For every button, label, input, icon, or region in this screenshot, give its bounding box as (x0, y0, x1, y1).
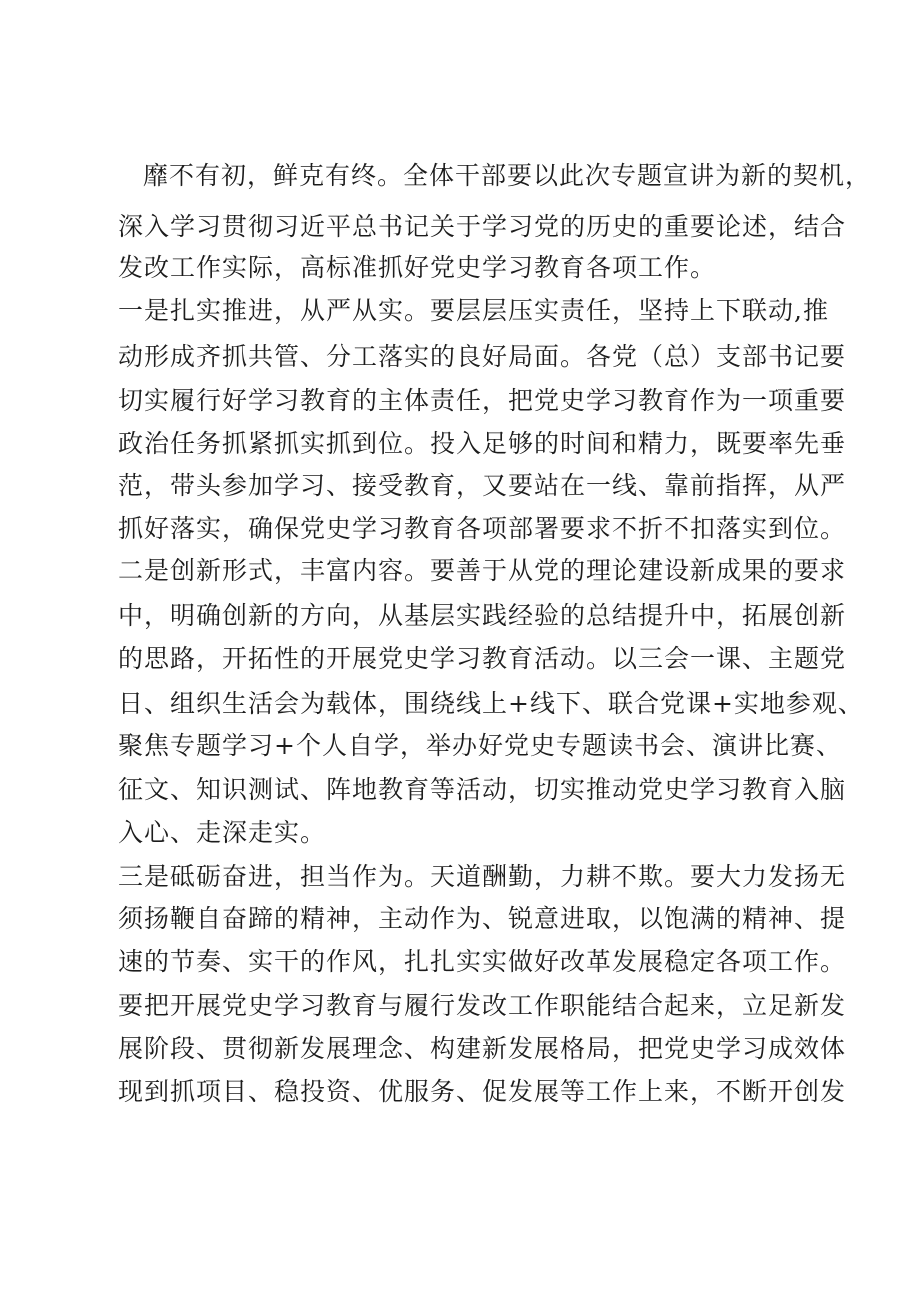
text-line: 现到抓项目、稳投资、优服务、促发展等工作上来，不断开创发 (118, 1077, 847, 1106)
text-line: 展阶段、贯彻新发展理念、构建新发展格局，把党史学习成效体 (118, 1034, 847, 1063)
text-line: 切实履行好学习教育的主体责任，把党史学习教育作为一项重要 (118, 386, 847, 415)
text-line: 抓好落实，确保党史学习教育各项部署要求不折不扣落实到位。 (118, 514, 847, 543)
text-line: 中，明确创新的方向，从基层实践经验的总结提升中，拓展创新 (118, 601, 847, 630)
text-line: 征文、知识测试、阵地教育等活动，切实推动党史学习教育入脑 (118, 775, 847, 804)
text-line: 聚焦专题学习+个人自学，举办好党史专题读书会、演讲比赛、 (118, 731, 842, 760)
text-line: 二是创新形式，丰富内容。要善于从党的理论建设新成果的要求 (118, 556, 847, 585)
text-line: 的思路，开拓性的开展党史学习教育活动。以三会一课、主题党 (118, 644, 847, 673)
text-line: 深入学习贯彻习近平总书记关于学习党的历史的重要论述，结合 (118, 212, 847, 241)
text-line: 范，带头参加学习、接受教育，又要站在一线、靠前指挥，从严 (118, 471, 847, 500)
text-line: 日、组织生活会为载体，围绕线上+线下、联合党课+实地参观、 (118, 689, 864, 718)
text-line: 须扬鞭自奋蹄的精神，主动作为、锐意进取，以饱满的精神、提 (118, 904, 847, 933)
text-line: 靡不有初，鲜克有终。全体干部要以此次专题宣讲为新的契机， (143, 161, 872, 190)
text-line: 入心、走深走实。 (118, 818, 327, 847)
text-line: 一是扎实推进，从严从实。要层层压实责任，坚持上下联动,推 (118, 296, 829, 325)
text-line: 发改工作实际，高标准抓好党史学习教育各项工作。 (118, 253, 717, 282)
text-line: 政治任务抓紧抓实抓到位。投入足够的时间和精力，既要率先垂 (118, 429, 847, 458)
text-line: 动形成齐抓共管、分工落实的良好局面。各党（总）支部书记要 (118, 342, 847, 371)
text-line: 三是砥砺奋进，担当作为。天道酬勤，力耕不欺。要大力发扬无 (118, 862, 847, 891)
text-line: 速的节奏、实干的作风，扎扎实实做好改革发展稳定各项工作。 (118, 947, 847, 976)
text-line: 要把开展党史学习教育与履行发改工作职能结合起来，立足新发 (118, 991, 847, 1020)
